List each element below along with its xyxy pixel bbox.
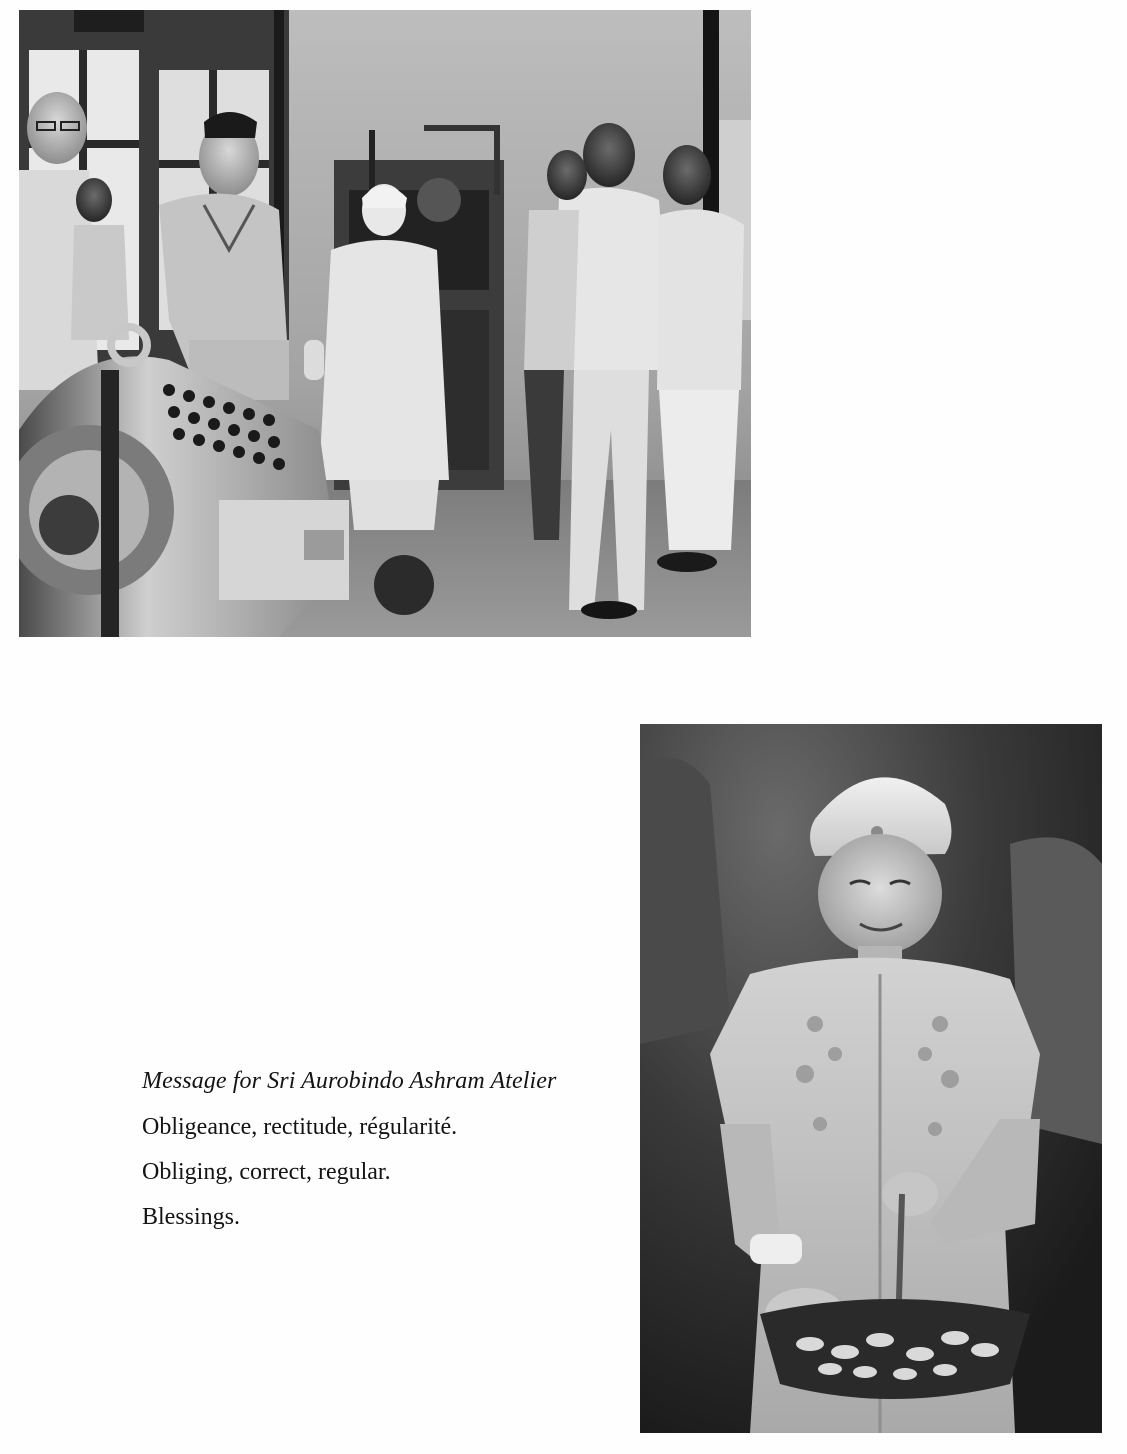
message-block — [142, 1066, 622, 1247]
portrait-with-basket-photo — [640, 724, 1102, 1433]
message-title: Message for Sri Aurobindo Ashram Atelier — [142, 1068, 557, 1094]
message-line-blessings: Blessings. — [142, 1204, 241, 1230]
message-line-english: Obliging, correct, regular. — [142, 1159, 391, 1185]
workshop-group-photo — [19, 10, 751, 637]
workshop-group-photo-drawing — [19, 10, 751, 637]
portrait-with-basket-drawing — [640, 724, 1102, 1433]
message-line-french: Obligeance, rectitude, régularité. — [142, 1114, 458, 1140]
